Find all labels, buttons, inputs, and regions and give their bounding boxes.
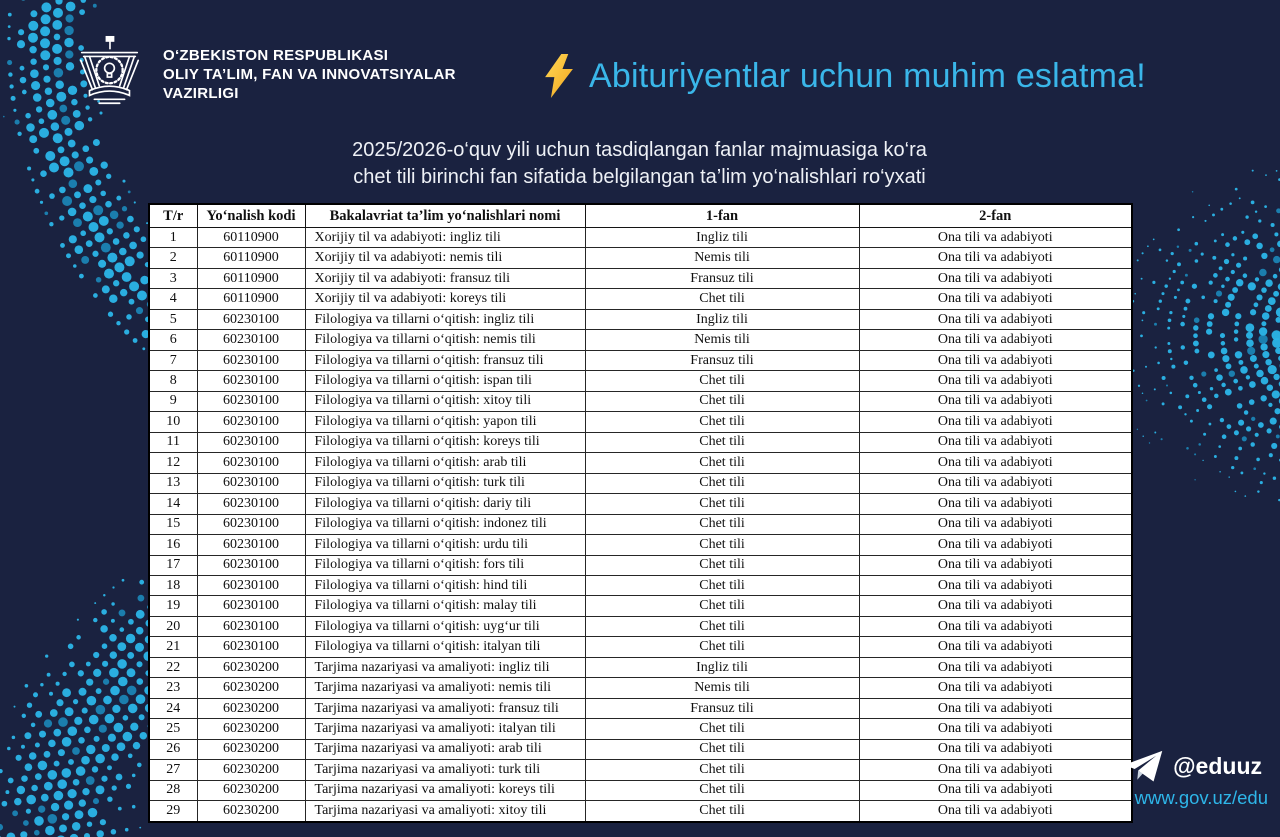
subtitle-line1: 2025/2026-o‘quv yili uchun tasdiqlangan fanlar majmuasiga ko‘ra bbox=[352, 139, 927, 161]
ministry-name bbox=[163, 46, 456, 103]
table-cell: Filologiya va tillarni o‘qitish: malay tili bbox=[305, 596, 585, 616]
table-cell: 24 bbox=[149, 698, 197, 718]
table-cell: Ona tili va adabiyoti bbox=[859, 494, 1132, 514]
table-cell: Fransuz tili bbox=[585, 350, 859, 370]
table-row bbox=[149, 555, 1132, 575]
lightning-icon bbox=[540, 54, 578, 98]
table-cell: 12 bbox=[149, 453, 197, 473]
website-url: www.gov.uz/edu bbox=[1134, 787, 1268, 808]
table-cell: Tarjima nazariyasi va amaliyoti: koreys tili bbox=[305, 780, 585, 800]
table-cell: Ona tili va adabiyoti bbox=[859, 637, 1132, 657]
table-cell: Fransuz tili bbox=[585, 698, 859, 718]
table-cell: 60230200 bbox=[197, 698, 305, 718]
table-cell: 60230200 bbox=[197, 739, 305, 759]
table-cell: Filologiya va tillarni o‘qitish: uyg‘ur tili bbox=[305, 616, 585, 636]
table-cell: Ona tili va adabiyoti bbox=[859, 657, 1132, 677]
table-cell: Ona tili va adabiyoti bbox=[859, 309, 1132, 329]
table-cell: Ingliz tili bbox=[585, 309, 859, 329]
table-cell: Chet tili bbox=[585, 473, 859, 493]
table-cell: Xorijiy til va adabiyoti: ingliz tili bbox=[305, 228, 585, 248]
table-row bbox=[149, 616, 1132, 636]
column-header: 2-fan bbox=[859, 204, 1132, 228]
table-cell: 60230100 bbox=[197, 412, 305, 432]
table-cell: 60230100 bbox=[197, 391, 305, 411]
table-cell: Nemis tili bbox=[585, 678, 859, 698]
table-cell: 11 bbox=[149, 432, 197, 452]
table-cell: Chet tili bbox=[585, 412, 859, 432]
table-cell: Ona tili va adabiyoti bbox=[859, 453, 1132, 473]
table-cell: Ona tili va adabiyoti bbox=[859, 371, 1132, 391]
table-row bbox=[149, 780, 1132, 800]
table-row bbox=[149, 473, 1132, 493]
table-cell: Filologiya va tillarni o‘qitish: koreys tili bbox=[305, 432, 585, 452]
table-cell: 60230100 bbox=[197, 371, 305, 391]
table-cell: 28 bbox=[149, 780, 197, 800]
table-cell: Filologiya va tillarni o‘qitish: yapon tili bbox=[305, 412, 585, 432]
table-cell: 22 bbox=[149, 657, 197, 677]
table-cell: Tarjima nazariyasi va amaliyoti: nemis tili bbox=[305, 678, 585, 698]
table-cell: 20 bbox=[149, 616, 197, 636]
subtitle-line2: chet tili birinchi fan sifatida belgilangan ta’lim yo‘nalishlari ro‘yxati bbox=[353, 165, 926, 188]
table-cell: 60230100 bbox=[197, 350, 305, 370]
table-cell: 60230100 bbox=[197, 494, 305, 514]
ministry-logo-block bbox=[70, 34, 456, 114]
table-cell: 2 bbox=[149, 248, 197, 268]
table-row bbox=[149, 739, 1132, 759]
table-cell: Ingliz tili bbox=[585, 228, 859, 248]
table-cell: 19 bbox=[149, 596, 197, 616]
table-cell: 27 bbox=[149, 760, 197, 780]
table-cell: 60230100 bbox=[197, 453, 305, 473]
table-row bbox=[149, 657, 1132, 677]
subtitle bbox=[148, 137, 1131, 190]
table-cell: 5 bbox=[149, 309, 197, 329]
table-row bbox=[149, 268, 1132, 288]
table-cell: Chet tili bbox=[585, 432, 859, 452]
table-cell: 18 bbox=[149, 575, 197, 595]
table-cell: Filologiya va tillarni o‘qitish: arab tili bbox=[305, 453, 585, 473]
table-cell: Ona tili va adabiyoti bbox=[859, 719, 1132, 739]
table-cell: Tarjima nazariyasi va amaliyoti: arab tili bbox=[305, 739, 585, 759]
table-row bbox=[149, 309, 1132, 329]
table-cell: Chet tili bbox=[585, 739, 859, 759]
table-cell: 60230100 bbox=[197, 473, 305, 493]
table-cell: Ona tili va adabiyoti bbox=[859, 391, 1132, 411]
table-row bbox=[149, 678, 1132, 698]
table-row bbox=[149, 760, 1132, 780]
table-cell: Chet tili bbox=[585, 596, 859, 616]
table-cell: Ona tili va adabiyoti bbox=[859, 514, 1132, 534]
table-cell: 26 bbox=[149, 739, 197, 759]
table-row bbox=[149, 289, 1132, 309]
table-cell: 60230100 bbox=[197, 309, 305, 329]
page-title: Abituriyentlar uchun muhim eslatma! bbox=[589, 56, 1146, 95]
table-cell: Ona tili va adabiyoti bbox=[859, 760, 1132, 780]
table-row bbox=[149, 514, 1132, 534]
table-cell: 60230100 bbox=[197, 637, 305, 657]
table-row bbox=[149, 453, 1132, 473]
table-cell: Ona tili va adabiyoti bbox=[859, 228, 1132, 248]
table-cell: Ona tili va adabiyoti bbox=[859, 678, 1132, 698]
telegram-handle: @eduuz bbox=[1173, 753, 1262, 779]
table-cell: 60230100 bbox=[197, 432, 305, 452]
table-cell: Ona tili va adabiyoti bbox=[859, 801, 1132, 822]
table-cell: 60110900 bbox=[197, 268, 305, 288]
table-cell: 9 bbox=[149, 391, 197, 411]
table-cell: 16 bbox=[149, 535, 197, 555]
table-cell: Tarjima nazariyasi va amaliyoti: turk tili bbox=[305, 760, 585, 780]
table-row bbox=[149, 248, 1132, 268]
table-cell: Nemis tili bbox=[585, 248, 859, 268]
table-cell: Filologiya va tillarni o‘qitish: nemis tili bbox=[305, 330, 585, 350]
table-row bbox=[149, 330, 1132, 350]
table-row bbox=[149, 432, 1132, 452]
table-row bbox=[149, 575, 1132, 595]
table-cell: Filologiya va tillarni o‘qitish: urdu tili bbox=[305, 535, 585, 555]
ministry-emblem-icon bbox=[70, 34, 148, 114]
table-cell: 14 bbox=[149, 494, 197, 514]
table-cell: 60230200 bbox=[197, 801, 305, 822]
table-cell: Chet tili bbox=[585, 801, 859, 822]
table-cell: Chet tili bbox=[585, 719, 859, 739]
ministry-name-line1: O‘ZBEKISTON RESPUBLIKASI bbox=[163, 46, 389, 64]
table-cell: 60230100 bbox=[197, 514, 305, 534]
table-cell: Ona tili va adabiyoti bbox=[859, 350, 1132, 370]
table-cell: Chet tili bbox=[585, 289, 859, 309]
table-cell: Filologiya va tillarni o‘qitish: italyan tili bbox=[305, 637, 585, 657]
table-row bbox=[149, 494, 1132, 514]
table-cell: Filologiya va tillarni o‘qitish: fransuz tili bbox=[305, 350, 585, 370]
table-cell: Ona tili va adabiyoti bbox=[859, 616, 1132, 636]
table-cell: Ona tili va adabiyoti bbox=[859, 330, 1132, 350]
table-cell: 23 bbox=[149, 678, 197, 698]
table-cell: Ona tili va adabiyoti bbox=[859, 698, 1132, 718]
telegram-handle-row bbox=[1123, 750, 1262, 783]
table-cell: Filologiya va tillarni o‘qitish: indonez tili bbox=[305, 514, 585, 534]
table-cell: 60230200 bbox=[197, 657, 305, 677]
table-cell: 29 bbox=[149, 801, 197, 822]
table-cell: Ona tili va adabiyoti bbox=[859, 473, 1132, 493]
table-cell: Tarjima nazariyasi va amaliyoti: fransuz tili bbox=[305, 698, 585, 718]
table-cell: Chet tili bbox=[585, 637, 859, 657]
table-cell: Chet tili bbox=[585, 391, 859, 411]
column-header: T/r bbox=[149, 204, 197, 228]
table-cell: Nemis tili bbox=[585, 330, 859, 350]
table-cell: Filologiya va tillarni o‘qitish: xitoy tili bbox=[305, 391, 585, 411]
table-cell: Ona tili va adabiyoti bbox=[859, 289, 1132, 309]
table-row bbox=[149, 391, 1132, 411]
table-cell: Filologiya va tillarni o‘qitish: fors tili bbox=[305, 555, 585, 575]
table-row bbox=[149, 637, 1132, 657]
table-cell: Ona tili va adabiyoti bbox=[859, 412, 1132, 432]
table-cell: 60230200 bbox=[197, 678, 305, 698]
table-cell: 6 bbox=[149, 330, 197, 350]
table-cell: 60110900 bbox=[197, 289, 305, 309]
table-cell: Fransuz tili bbox=[585, 268, 859, 288]
table-container bbox=[148, 203, 1133, 823]
table-cell: 7 bbox=[149, 350, 197, 370]
table-cell: 60230100 bbox=[197, 535, 305, 555]
table-cell: Xorijiy til va adabiyoti: koreys tili bbox=[305, 289, 585, 309]
table-cell: 60230200 bbox=[197, 760, 305, 780]
table-cell: Ona tili va adabiyoti bbox=[859, 248, 1132, 268]
table-cell: 60230100 bbox=[197, 596, 305, 616]
ministry-name-line3: VAZIRLIGI bbox=[163, 84, 239, 102]
column-header: Bakalavriat ta’lim yo‘nalishlari nomi bbox=[305, 204, 585, 228]
table-cell: 17 bbox=[149, 555, 197, 575]
table-cell: Chet tili bbox=[585, 575, 859, 595]
table-cell: 4 bbox=[149, 289, 197, 309]
table-cell: Ona tili va adabiyoti bbox=[859, 432, 1132, 452]
table-cell: Ona tili va adabiyoti bbox=[859, 596, 1132, 616]
table-cell: Chet tili bbox=[585, 535, 859, 555]
table-cell: Ona tili va adabiyoti bbox=[859, 555, 1132, 575]
programs-table bbox=[148, 203, 1133, 823]
table-row bbox=[149, 371, 1132, 391]
table-cell: 60230100 bbox=[197, 330, 305, 350]
table-cell: Filologiya va tillarni o‘qitish: hind tili bbox=[305, 575, 585, 595]
table-cell: Tarjima nazariyasi va amaliyoti: xitoy tili bbox=[305, 801, 585, 822]
table-cell: Xorijiy til va adabiyoti: nemis tili bbox=[305, 248, 585, 268]
table-cell: 1 bbox=[149, 228, 197, 248]
table-cell: Ona tili va adabiyoti bbox=[859, 739, 1132, 759]
table-cell: 60230100 bbox=[197, 555, 305, 575]
table-cell: 10 bbox=[149, 412, 197, 432]
table-cell: Ona tili va adabiyoti bbox=[859, 535, 1132, 555]
table-row bbox=[149, 228, 1132, 248]
table-cell: Chet tili bbox=[585, 453, 859, 473]
column-header: 1-fan bbox=[585, 204, 859, 228]
table-cell: 60230200 bbox=[197, 719, 305, 739]
table-cell: Filologiya va tillarni o‘qitish: turk tili bbox=[305, 473, 585, 493]
table-cell: Chet tili bbox=[585, 494, 859, 514]
table-cell: Filologiya va tillarni o‘qitish: ingliz tili bbox=[305, 309, 585, 329]
table-cell: 13 bbox=[149, 473, 197, 493]
table-cell: Xorijiy til va adabiyoti: fransuz tili bbox=[305, 268, 585, 288]
table-cell: Ingliz tili bbox=[585, 657, 859, 677]
table-cell: Filologiya va tillarni o‘qitish: dariy tili bbox=[305, 494, 585, 514]
table-cell: Tarjima nazariyasi va amaliyoti: ingliz tili bbox=[305, 657, 585, 677]
table-row bbox=[149, 801, 1132, 822]
table-row bbox=[149, 412, 1132, 432]
table-cell: 8 bbox=[149, 371, 197, 391]
table-cell: Chet tili bbox=[585, 514, 859, 534]
table-cell: Filologiya va tillarni o‘qitish: ispan tili bbox=[305, 371, 585, 391]
table-cell: Chet tili bbox=[585, 371, 859, 391]
table-cell: Tarjima nazariyasi va amaliyoti: italyan tili bbox=[305, 719, 585, 739]
table-row bbox=[149, 350, 1132, 370]
table-cell: Ona tili va adabiyoti bbox=[859, 575, 1132, 595]
table-row bbox=[149, 535, 1132, 555]
table-cell: 25 bbox=[149, 719, 197, 739]
table-cell: Ona tili va adabiyoti bbox=[859, 780, 1132, 800]
table-cell: Chet tili bbox=[585, 555, 859, 575]
table-cell: Chet tili bbox=[585, 760, 859, 780]
table-cell: Chet tili bbox=[585, 780, 859, 800]
telegram-icon bbox=[1123, 750, 1163, 783]
table-cell: Chet tili bbox=[585, 616, 859, 636]
table-cell: 3 bbox=[149, 268, 197, 288]
table-cell: 15 bbox=[149, 514, 197, 534]
table-row bbox=[149, 719, 1132, 739]
table-cell: 60230100 bbox=[197, 616, 305, 636]
table-cell: 60110900 bbox=[197, 248, 305, 268]
headline-row bbox=[540, 54, 1146, 98]
table-cell: 60110900 bbox=[197, 228, 305, 248]
table-cell: Ona tili va adabiyoti bbox=[859, 268, 1132, 288]
ministry-name-line2: OLIY TA’LIM, FAN VA INNOVATSIYALAR bbox=[163, 65, 456, 83]
table-cell: 60230200 bbox=[197, 780, 305, 800]
table-row bbox=[149, 596, 1132, 616]
table-cell: 60230100 bbox=[197, 575, 305, 595]
column-header: Yo‘nalish kodi bbox=[197, 204, 305, 228]
table-cell: 21 bbox=[149, 637, 197, 657]
table-row bbox=[149, 698, 1132, 718]
